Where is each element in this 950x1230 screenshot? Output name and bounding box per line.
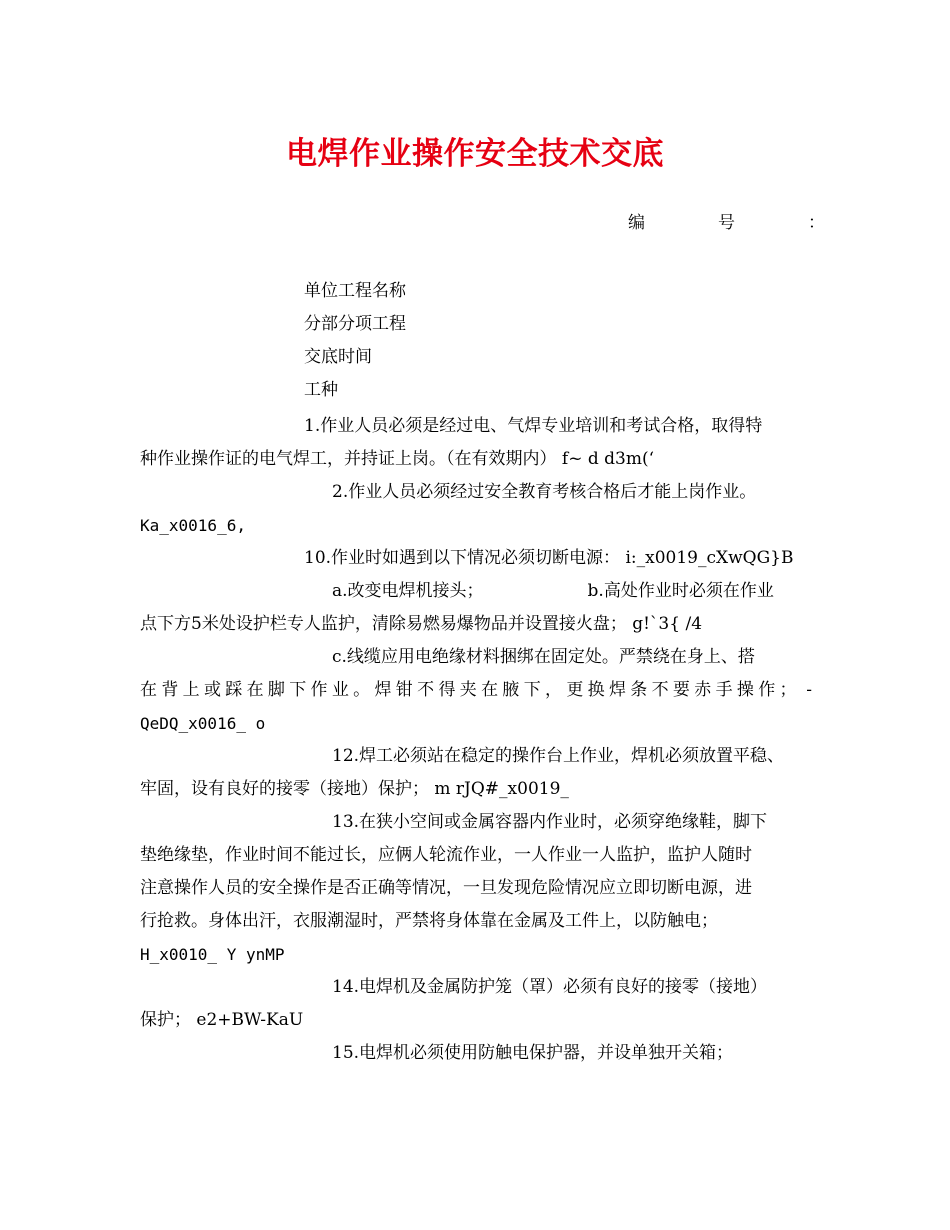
text-line: 在背上或踩在脚下作业。焊钳不得夹在腋下，更换焊条不要赤手操作； - [140,680,812,700]
number-label-char1: 编 [628,213,645,233]
text-line: Ka_x0016_6, [140,516,246,535]
document-title: 电焊作业操作安全技术交底 [286,136,664,172]
paragraph-2 [140,476,812,542]
text-line [140,575,812,608]
document-number-label [628,208,824,234]
info-field-disclosure-time: 交底时间 [304,347,372,367]
paragraph-c [140,641,812,740]
info-field-work-type: 工种 [304,380,338,400]
text-line: 注意操作人员的安全操作是否正确等情况，一旦发现危险情况应立即切断电源，进 [140,878,752,898]
paragraph-15 [140,1037,812,1070]
paragraph-10 [140,542,812,575]
number-label-char2: 号 [718,213,735,233]
info-field-project-name: 单位工程名称 [304,281,406,301]
paragraph-12 [140,740,812,806]
number-label-colon: ： [808,213,825,233]
text-line: 垫绝缘垫，作业时间不能过长，应俩人轮流作业，一人作业一人监护，监护人随时 [140,845,752,865]
text-line: 牢固，设有良好的接零（接地）保护； m rJQ#_x0019_ [140,779,569,799]
paragraph-a-b [140,575,812,641]
item-a: a.改变电焊机接头； [332,581,484,601]
text-line: 1.作业人员必须是经过电、气焊专业培训和考试合格，取得特 [304,416,763,436]
text-line: H_x0010_ Y ynMP [140,945,285,964]
text-line: 14.电焊机及金属防护笼（罩）必须有良好的接零（接地） [332,977,768,997]
text-line: 15.电焊机必须使用防触电保护器，并设单独开关箱； [332,1043,734,1063]
paragraph-13 [140,806,812,971]
text-line: 行抢救。身体出汗，衣服潮湿时，严禁将身体靠在金属及工件上，以防触电； [140,911,718,931]
paragraph-1 [140,410,812,476]
text-line: 保护； e2+BW-KaU [140,1010,304,1030]
item-b: b.高处作业时必须在作业 [587,581,774,601]
paragraph-14 [140,971,812,1037]
text-line: QeDQ_x0016_ o [140,714,266,733]
text-line: c.线缆应用电绝缘材料捆绑在固定处。严禁绕在身上、搭 [332,647,755,667]
text-line: 2.作业人员必须经过安全教育考核合格后才能上岗作业。 [332,482,757,502]
info-field-sub-project: 分部分项工程 [304,314,406,334]
text-line: 点下方5米处设护栏专人监护，清除易燃易爆物品并设置接火盘； g!`3{ /4 [140,614,703,634]
text-line: 种作业操作证的电气焊工，并持证上岗。（在有效期内） f~ d d3m(‘ [140,449,654,469]
text-line: 10.作业时如遇到以下情况必须切断电源： i:_x0019_cXwQG}B [304,548,794,568]
document-body [140,410,812,1070]
text-line: 12.焊工必须站在稳定的操作台上作业，焊机必须放置平稳、 [332,746,785,766]
text-line: 13.在狭小空间或金属容器内作业时，必须穿绝缘鞋，脚下 [332,812,768,832]
